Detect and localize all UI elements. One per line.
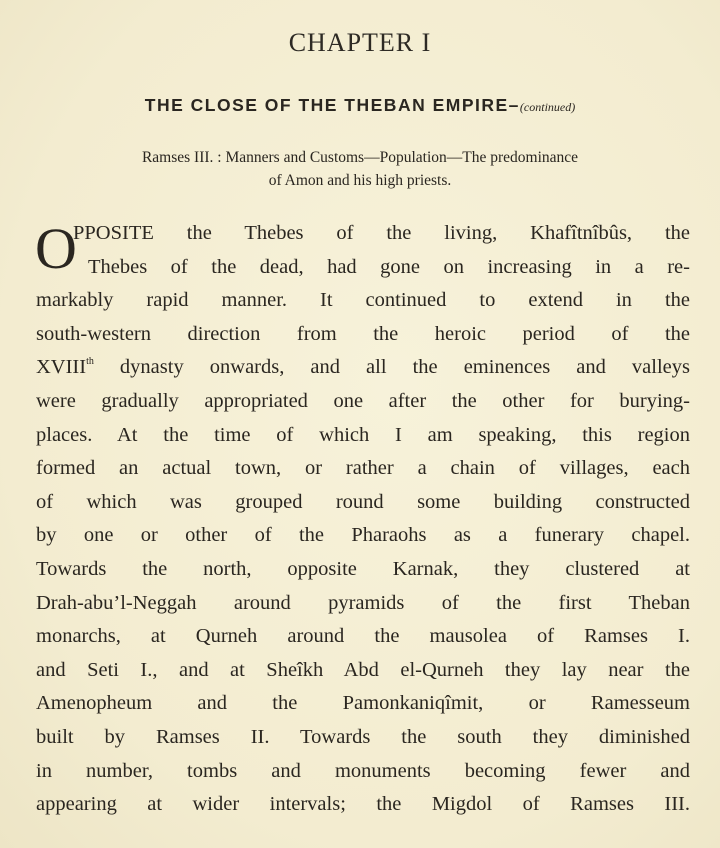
section-title-dash: –: [508, 95, 520, 115]
body-paragraph: [36, 217, 690, 822]
paragraph-line: south-western direction from the heroic period of the: [36, 322, 690, 345]
summary-line: Ramses III. : Manners and Customs—Population—The predominance: [141, 149, 579, 166]
paragraph-line: were gradually appropriated one after the other for burying-: [36, 389, 690, 412]
section-title: [0, 95, 720, 116]
ordinal-superscript: th: [86, 356, 94, 368]
paragraph-line: monarchs, at Qurneh around the mausolea of Ramses I.: [36, 625, 690, 648]
paragraph-line-text: dynasty onwards, and all the eminences and valleys: [93, 356, 690, 379]
paragraph-line: by one or other of the Pharaohs as a funerary chapel.: [36, 524, 690, 547]
paragraph-line: and Seti I., and at Sheîkh Abd el-Qurneh they lay near the: [36, 658, 690, 681]
paragraph-line: formed an actual town, or rather a chain of villages, each: [36, 457, 690, 480]
dynasty-numeral: XVIII: [36, 356, 87, 379]
paragraph-line-text: PPOSITE the Thebes of the living, Khafîtnîbûs, the: [73, 222, 690, 244]
paragraph-line: places. At the time of which I am speaking, this region: [36, 423, 690, 446]
paragraph-line: markably rapid manner. It continued to extend in the: [36, 289, 690, 312]
paragraph-line: Towards the north, opposite Karnak, they clustered at: [36, 557, 690, 580]
paragraph-line: built by Ramses II. Towards the south they diminished: [36, 725, 690, 748]
paragraph-line: in number, tombs and monuments becoming fewer and: [36, 759, 690, 782]
paragraph-line: Thebes of the dead, had gone on increasing in a re-: [88, 255, 690, 278]
chapter-title: CHAPTER I: [288, 28, 432, 57]
paragraph-line: [36, 351, 690, 385]
paragraph-line: Drah-abu’l-Neggah around pyramids of the first Theban: [36, 591, 690, 614]
section-title-text: THE CLOSE OF THE THEBAN EMPIRE: [144, 95, 509, 115]
paragraph-line: of which was grouped round some building constructed: [36, 490, 690, 513]
drop-cap: O: [35, 216, 77, 281]
paragraph-line: Amenopheum and the Pamonkaniqîmit, or Ramesseum: [36, 692, 690, 715]
continued-label: (continued): [519, 100, 576, 114]
paragraph-line: appearing at wider intervals; the Migdol of Ramses III.: [36, 793, 690, 816]
summary-line: of Amon and his high priests.: [268, 172, 452, 189]
chapter-summary: [40, 146, 680, 192]
